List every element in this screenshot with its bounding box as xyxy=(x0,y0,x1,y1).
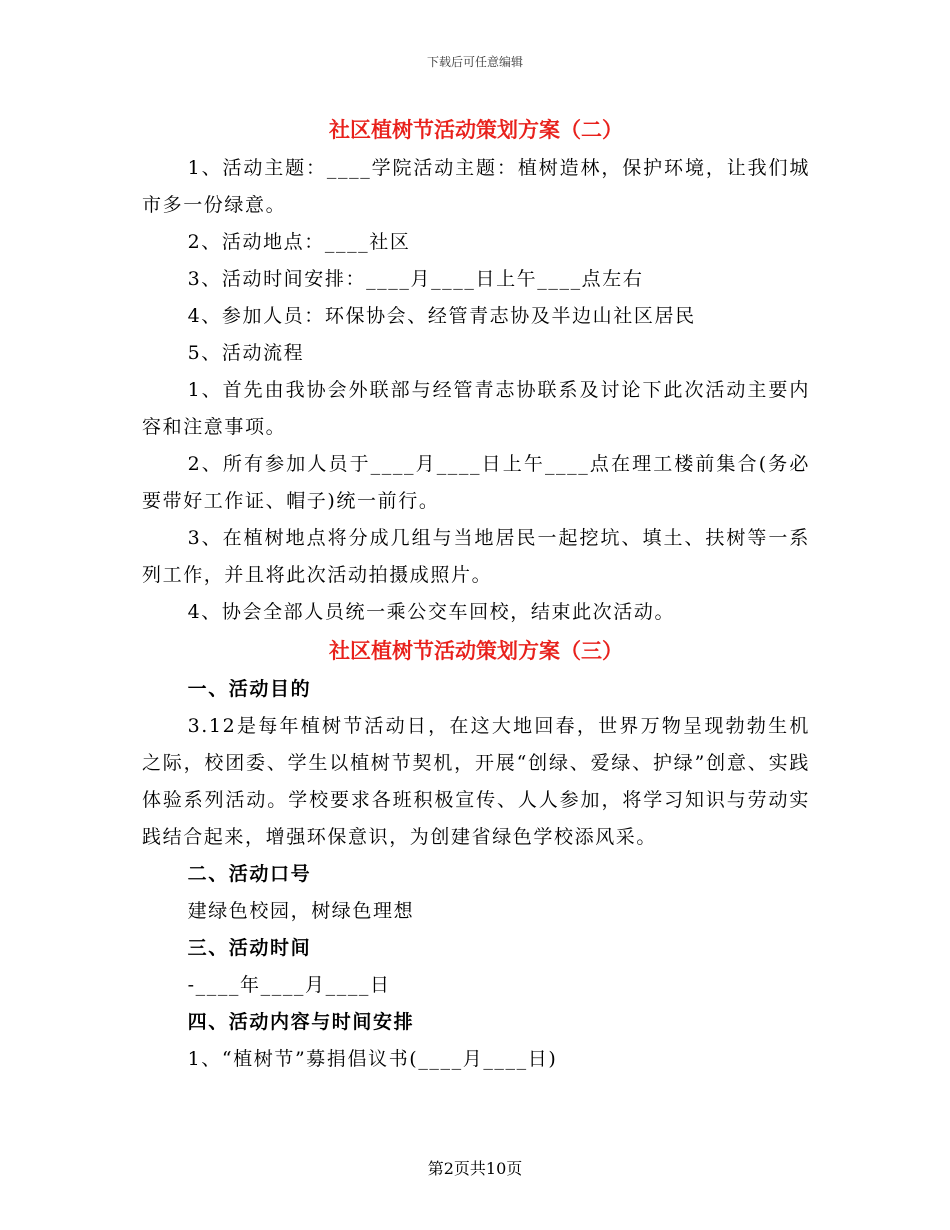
paragraph-time: -____年____月____日 xyxy=(187,974,391,996)
paragraph: 1、活动主题：____学院活动主题：植树造林，保护环境，让我们城市多一份绿意。 xyxy=(142,157,810,216)
paragraph: 1、首先由我协会外联部与经管青志协联系及讨论下此次活动主要内容和注意事项。 xyxy=(142,379,810,438)
paragraph: 5、活动流程 xyxy=(187,342,305,364)
heading-schedule: 四、活动内容与时间安排 xyxy=(187,1011,415,1033)
paragraph-slogan: 建绿色校园，树绿色理想 xyxy=(187,900,415,922)
paragraph-purpose: 3.12是每年植树节活动日，在这大地回春，世界万物呈现勃勃生机之际，校团委、学生以植树节契机，开展“创绿、爱绿、护绿”创意、实践体验系列活动。学校要求各班积极宣传、人人参加，将学习知识与劳动实践结合起来，增强环保意识，为创建省绿色学校添风采。 xyxy=(142,715,810,848)
heading-time: 三、活动时间 xyxy=(187,937,312,959)
paragraph: 3、在植树地点将分成几组与当地居民一起挖坑、填土、扶树等一系列工作，并且将此次活动拍摄成照片。 xyxy=(142,527,810,586)
paragraph: 3、活动时间安排：____月____日上午____点左右 xyxy=(187,268,644,290)
paragraph: 4、协会全部人员统一乘公交车回校，结束此次活动。 xyxy=(187,601,676,623)
paragraph-schedule: 1、“植树节”募捐倡议书(____月____日) xyxy=(187,1048,558,1070)
paragraph: 4、参加人员：环保协会、经管青志协及半边山社区居民 xyxy=(187,305,696,327)
page-footer: 第2页共10页 xyxy=(427,1159,523,1178)
document-body xyxy=(142,110,810,1078)
section-title-2: 社区植树节活动策划方案（二） xyxy=(329,118,623,142)
section-title-3: 社区植树节活动策划方案（三） xyxy=(329,639,623,663)
heading-purpose: 一、活动目的 xyxy=(187,678,312,700)
paragraph: 2、所有参加人员于____月____日上午____点在理工楼前集合(务必要带好工作证、帽子)统一前行。 xyxy=(142,453,810,512)
paragraph: 2、活动地点：____社区 xyxy=(187,231,411,253)
page-header: 下载后可任意编辑 xyxy=(426,55,523,69)
heading-slogan: 二、活动口号 xyxy=(187,863,312,885)
